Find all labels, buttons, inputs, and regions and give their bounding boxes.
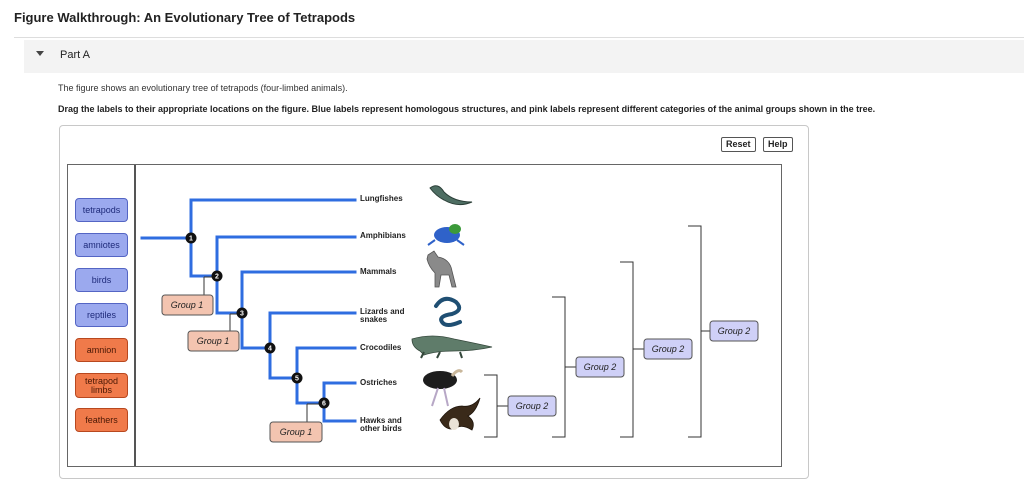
taxon-lungfishes: Lungfishes xyxy=(360,194,403,203)
help-button[interactable]: Help xyxy=(763,137,793,152)
node-number-3: 3 xyxy=(240,310,244,318)
part-label[interactable]: Part A xyxy=(60,49,90,61)
label-amnion[interactable]: amnion xyxy=(75,338,128,362)
group1-box-label[interactable]: Group 1 xyxy=(279,427,313,437)
node-number-4: 4 xyxy=(268,345,272,353)
taxon-hawks-birds: Hawks and other birds xyxy=(360,416,402,433)
label-birds[interactable]: birds xyxy=(75,268,128,292)
page-title: Figure Walkthrough: An Evolutionary Tree of Tetrapods xyxy=(14,10,356,25)
group1-box-label[interactable]: Group 1 xyxy=(196,336,230,346)
intro-text: The figure shows an evolutionary tree of tetrapods (four-limbed animals). xyxy=(58,83,348,93)
group2-box-label[interactable]: Group 2 xyxy=(583,362,617,372)
node-number-6: 6 xyxy=(322,400,326,408)
taxon-amphibians: Amphibians xyxy=(360,231,406,240)
taxon-mammals: Mammals xyxy=(360,267,397,276)
lungfish-icon xyxy=(430,186,472,205)
group2-box-label[interactable]: Group 2 xyxy=(651,344,685,354)
node-number-5: 5 xyxy=(295,375,299,383)
node-number-1: 1 xyxy=(189,235,193,243)
label-reptiles[interactable]: reptiles xyxy=(75,303,128,327)
taxon-ostriches: Ostriches xyxy=(360,378,397,387)
group1-box-label[interactable]: Group 1 xyxy=(170,300,204,310)
wolf-icon xyxy=(427,251,456,287)
label-tetrapods[interactable]: tetrapods xyxy=(75,198,128,222)
crocodile-icon xyxy=(412,336,492,358)
instructions-text: Drag the labels to their appropriate locations on the figure. Blue labels represent homologous structures, and pink labels represent different categories of the animal groups shown in the tree. xyxy=(58,104,876,114)
group2-box-label[interactable]: Group 2 xyxy=(717,326,751,336)
taxon-crocodiles: Crocodiles xyxy=(360,343,402,352)
frog-icon xyxy=(428,224,464,245)
ostrich-icon xyxy=(423,371,462,406)
group2-box-label[interactable]: Group 2 xyxy=(515,401,549,411)
taxon-lizards-snakes: Lizards and snakes xyxy=(360,307,405,324)
node-number-2: 2 xyxy=(215,273,219,281)
label-amniotes[interactable]: amniotes xyxy=(75,233,128,257)
tree-nodes xyxy=(186,233,330,409)
label-feathers[interactable]: feathers xyxy=(75,408,128,432)
hawk-icon xyxy=(440,398,480,430)
reset-button[interactable]: Reset xyxy=(721,137,756,152)
snake-icon xyxy=(436,299,460,325)
label-tetrapod-limbs[interactable]: tetrapod limbs xyxy=(75,373,128,398)
